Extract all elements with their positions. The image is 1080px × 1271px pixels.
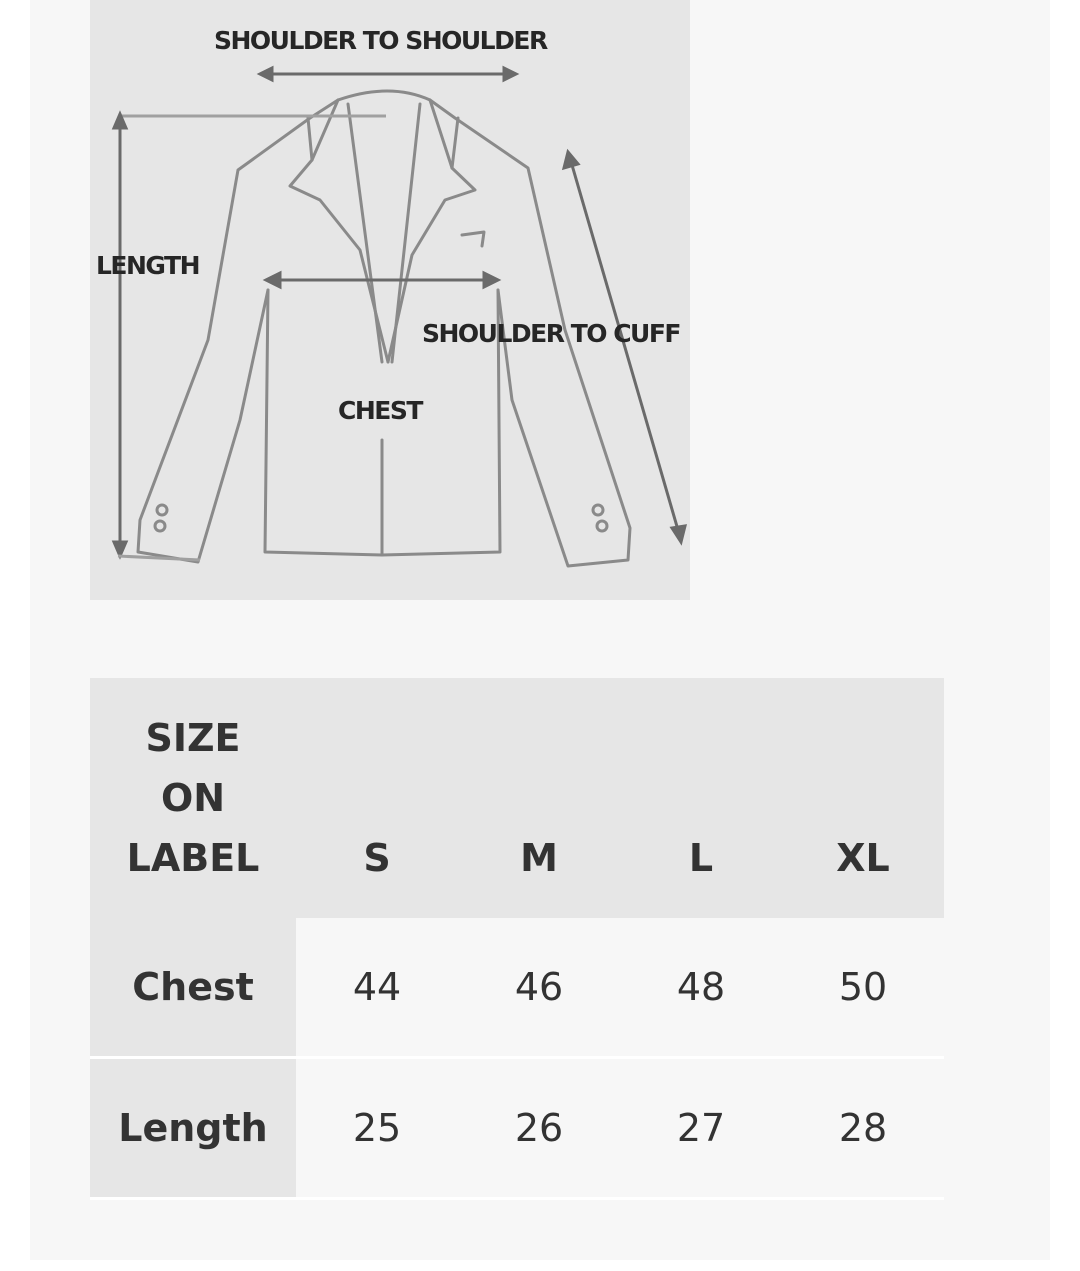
table-cell: 50	[782, 918, 944, 1058]
jacket-measurement-diagram	[90, 0, 690, 600]
table-row-length	[90, 1058, 944, 1199]
label-shoulder-to-cuff: SHOULDER TO CUFF	[422, 319, 681, 348]
jacket-outline-drawing	[90, 0, 690, 600]
row-label-length: Length	[90, 1058, 296, 1199]
row-label-chest: Chest	[90, 918, 296, 1058]
label-chest: CHEST	[338, 396, 422, 425]
table-header-row	[90, 678, 944, 918]
table-cell: 25	[296, 1058, 458, 1199]
page-content	[30, 0, 1050, 1260]
table-cell: 27	[620, 1058, 782, 1199]
table-cell: 26	[458, 1058, 620, 1199]
size-header-l: L	[620, 678, 782, 918]
table-row-chest	[90, 918, 944, 1058]
size-chart-table	[90, 678, 944, 1200]
table-cell: 28	[782, 1058, 944, 1199]
header-line: ON	[160, 776, 226, 820]
size-header-m: M	[458, 678, 620, 918]
header-line: SIZE	[145, 716, 241, 760]
table-cell: 46	[458, 918, 620, 1058]
size-header-s: S	[296, 678, 458, 918]
table-cell: 48	[620, 918, 782, 1058]
label-shoulder-to-shoulder: SHOULDER TO SHOULDER	[214, 26, 547, 55]
label-length: LENGTH	[96, 251, 199, 280]
size-header-xl: XL	[782, 678, 944, 918]
header-line: LABEL	[126, 836, 260, 880]
size-on-label-header	[90, 678, 296, 918]
table-cell: 44	[296, 918, 458, 1058]
